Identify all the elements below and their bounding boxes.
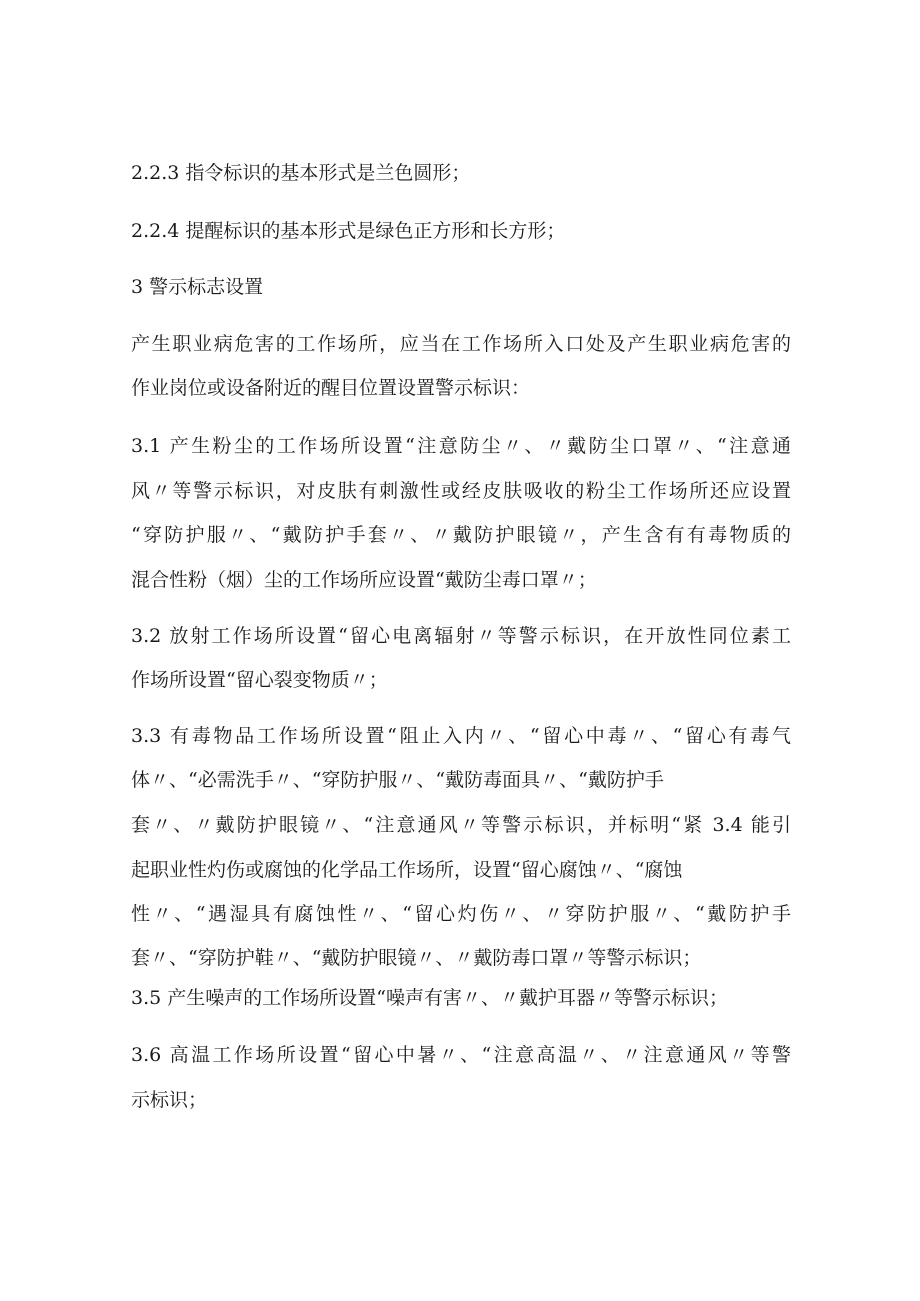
clause-3-1-line: 混合性粉（烟）尘的工作场所应设置“戴防尘毒口罩〃； [131,569,597,591]
clause-3-6-line: 3.6 高温工作场所设置“留心中暑〃、“注意高温〃、〃注意通风〃等警 [131,1044,791,1066]
clause-3-4-line: 性〃、“遇湿具有腐蚀性〃、“留心灼伤〃、〃穿防护服〃、“戴防护手 [131,903,791,925]
clause-2-2-3: 2.2.3 指令标识的基本形式是兰色圆形； [131,162,471,184]
intro-paragraph-line: 作业岗位或设备附近的醒目位置设置警示标识： [131,377,531,399]
clause-3-1-line: 风〃等警示标识，对皮肤有刺激性或经皮肤吸收的粉尘工作场所还应设置 [131,480,791,502]
clause-3-4-line: 起职业性灼伤或腐蚀的化学品工作场所，设置“留心腐蚀〃、“腐蚀 [131,859,683,881]
clause-3-4-line: 套〃、“穿防护鞋〃、“戴防护眼镜〃、〃戴防毒口罩〃等警示标识； [131,947,702,969]
clause-3-1-line: “穿防护服〃、“戴防护手套〃、〃戴防护眼镜〃，产生含有有毒物质的 [131,524,791,546]
clause-3-1-line: 3.1 产生粉尘的工作场所设置“注意防尘〃、〃戴防尘口罩〃、“注意通 [131,435,791,457]
clause-3-5: 3.5 产生噪声的工作场所设置“噪声有害〃、〃戴护耳器〃等警示标识； [131,987,728,1009]
clause-3-3-line: 体〃、“必需洗手〃、“穿防护服〃、“戴防毒面具〃、“戴防护手 [131,769,664,791]
clause-3-6-line: 示标识； [131,1089,208,1111]
clause-3-3-line: 套〃、〃戴防护眼镜〃、“注意通风〃等警示标识，并标明“紧 3.4 能引 [131,814,791,836]
clause-2-2-4: 2.2.4 提醒标识的基本形式是绿色正方形和长方形； [131,220,566,242]
clause-3-2-line: 3.2 放射工作场所设置“留心电离辐射〃等警示标识，在开放性同位素工 [131,625,791,647]
intro-paragraph-line: 产生职业病危害的工作场所，应当在工作场所入口处及产生职业病危害的 [131,333,791,355]
clause-3-2-line: 作场所设置“留心裂变物质〃； [131,669,388,691]
clause-3-3-line: 3.3 有毒物品工作场所设置“阻止入内〃、“留心中毒〃、“留心有毒气 [131,725,791,747]
section-heading-3: 3 警示标志设置 [131,276,264,298]
